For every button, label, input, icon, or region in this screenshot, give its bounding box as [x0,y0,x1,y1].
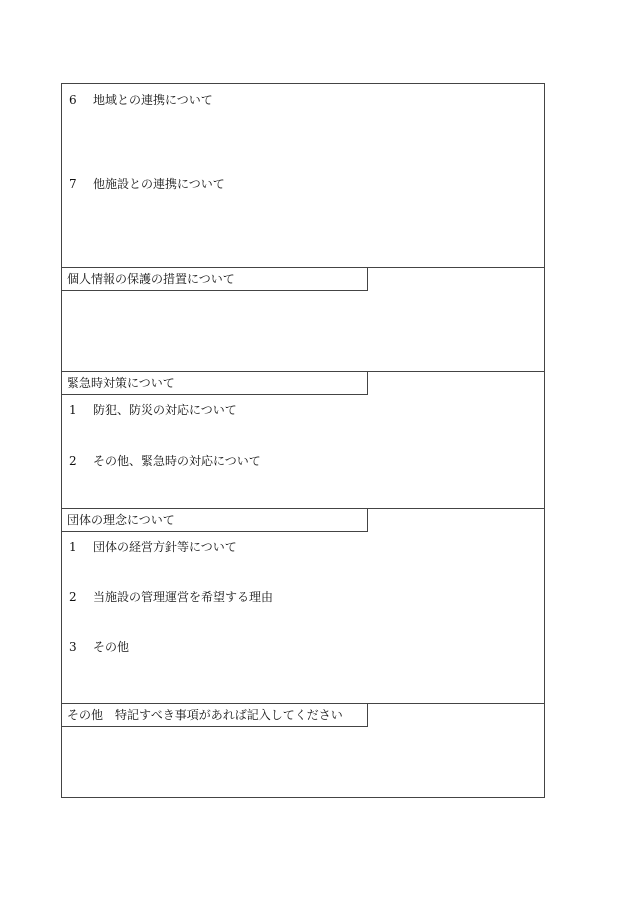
item-number: 1 [69,540,77,554]
philosophy-item-policy [69,539,237,555]
other-section-header: その他 特記すべき事項があれば記入してください [62,704,368,727]
application-form [61,83,545,798]
item-label: 当施設の管理運営を希望する理由 [93,590,274,604]
cooperation-item-local [69,92,213,108]
item-label: 地域との連携について [93,93,213,107]
item-number: 6 [69,93,77,107]
emergency-section [62,371,544,508]
philosophy-section [62,508,544,703]
item-label: 他施設との連携について [93,177,225,191]
philosophy-section-header: 団体の理念について [62,509,368,532]
privacy-section-header: 個人情報の保護の措置について [62,268,368,291]
emergency-section-header: 緊急時対策について [62,372,368,395]
philosophy-item-reason [69,589,273,605]
emergency-item-other [69,453,261,469]
cooperation-item-facilities [69,176,225,192]
item-label: 防犯、防災の対応について [93,403,237,417]
item-label: その他、緊急時の対応について [93,454,261,468]
item-number: 2 [69,454,77,468]
item-number: 7 [69,177,77,191]
item-label: 団体の経営方針等について [93,540,237,554]
item-number: 1 [69,403,77,417]
other-section [62,703,544,797]
item-number: 2 [69,590,77,604]
philosophy-item-other [69,639,129,655]
item-label: その他 [93,640,130,654]
privacy-section [62,267,544,371]
item-number: 3 [69,640,77,654]
cooperation-section [62,84,544,267]
emergency-item-crime-disaster [69,402,237,418]
